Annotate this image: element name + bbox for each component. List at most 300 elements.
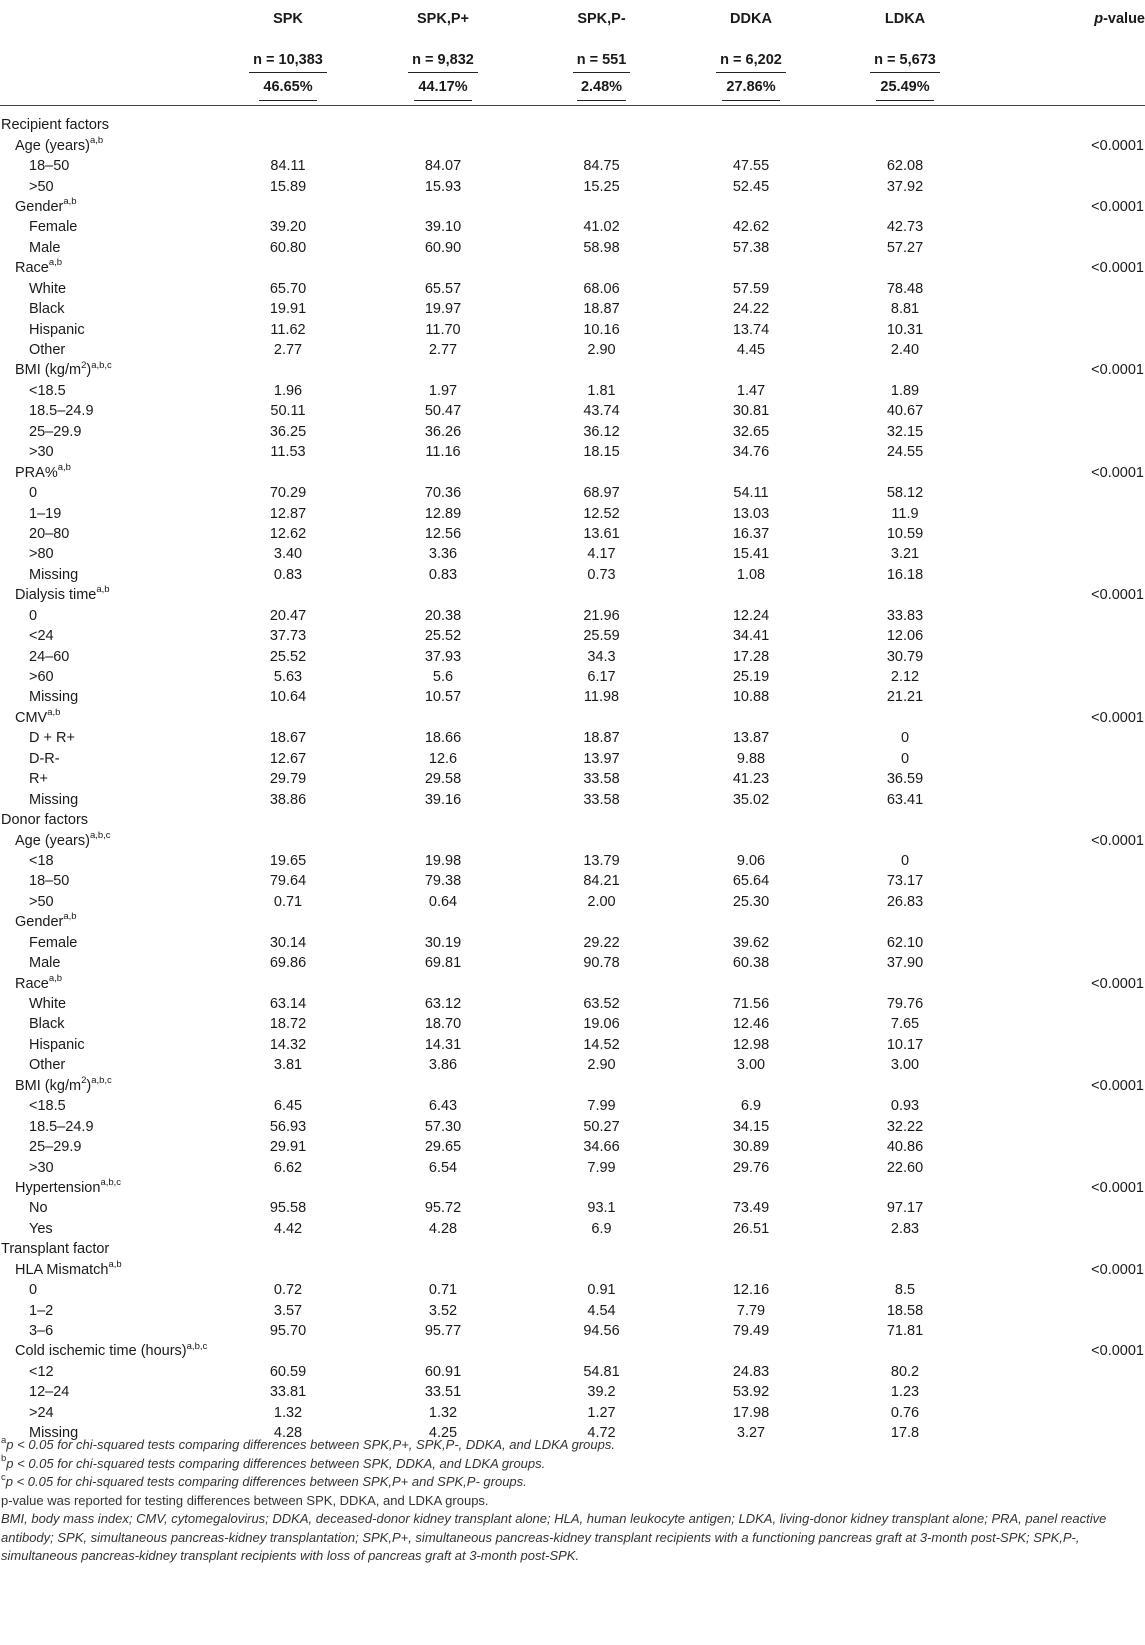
cell-value: 1.32 [428, 1404, 458, 1421]
cell-value: 71.81 [886, 1323, 924, 1340]
cell-value: 1.27 [587, 1404, 616, 1421]
cell-value: 1.96 [273, 382, 303, 399]
cell-value: 0.72 [273, 1282, 303, 1299]
table-row [0, 422, 1145, 442]
cell-value: 95.58 [269, 1200, 307, 1217]
cell-value: 0 [900, 750, 910, 767]
p-value [983, 1239, 1145, 1259]
pct-ldka: 25.49% [876, 79, 933, 101]
cell-value: 1.23 [890, 1384, 920, 1401]
cell-value: 18.15 [583, 444, 620, 461]
cell-value: 17.8 [890, 1425, 920, 1442]
cell-value: 15.41 [732, 546, 770, 563]
cell-value [358, 360, 528, 380]
row-label: Age (years)$^{a,b,c}$ [15, 829, 111, 849]
cell-value [218, 912, 358, 932]
cell-value: 33.58 [583, 771, 620, 788]
cell-value: 0.93 [890, 1098, 920, 1115]
cell-value: 40.67 [886, 403, 924, 420]
pct-spk-p-minus: 2.48% [577, 79, 626, 101]
cell-value: 4.72 [587, 1425, 616, 1442]
table-row [0, 217, 1145, 237]
p-value: <0.0001 [1091, 198, 1144, 215]
cell-value [218, 115, 358, 135]
col-header-ldka: LDKA [884, 11, 926, 27]
cell-value: 0.83 [428, 566, 458, 583]
cell-value: 52.45 [732, 178, 770, 195]
table-row [0, 156, 1145, 176]
p-value [983, 299, 1145, 319]
cell-value: 50.27 [583, 1118, 620, 1135]
cell-value: 37.92 [886, 178, 924, 195]
cell-value: 56.93 [269, 1118, 307, 1135]
cell-value: 18.67 [269, 730, 307, 747]
row-label: <24 [29, 628, 54, 645]
cell-value [358, 1260, 528, 1280]
p-value [983, 933, 1145, 953]
table-row [0, 1362, 1145, 1382]
cell-value [675, 585, 827, 605]
cell-value [827, 115, 983, 135]
row-label: D-R- [29, 750, 60, 767]
table-row [0, 442, 1145, 462]
n-ldka: n = 5,673 [870, 52, 940, 73]
cell-value: 2.40 [890, 342, 920, 359]
cell-value: 4.54 [587, 1302, 616, 1319]
row-label: Female [29, 934, 78, 951]
cell-value: 0.83 [273, 566, 303, 583]
cell-value: 29.22 [583, 934, 620, 951]
p-value [983, 401, 1145, 421]
p-value [983, 1035, 1145, 1055]
table-row [0, 646, 1145, 666]
cell-value: 25.30 [732, 893, 770, 910]
cell-value: 34.66 [583, 1139, 620, 1156]
cell-value: 62.10 [886, 934, 924, 951]
cell-value: 2.12 [890, 669, 920, 686]
cell-value [675, 1260, 827, 1280]
table-row [0, 1096, 1145, 1116]
cell-value [675, 1178, 827, 1198]
table-row [0, 238, 1145, 258]
row-label: Age (years)$^{a,b}$ [15, 134, 104, 154]
row-label: BMI $(kg/m^2)^{a,b,c}$ [15, 1074, 112, 1094]
p-value [983, 319, 1145, 339]
cell-value [675, 830, 827, 850]
cell-value: 33.83 [886, 607, 924, 624]
p-value: <0.0001 [1091, 1261, 1144, 1278]
cell-value [358, 810, 528, 830]
cell-value: 6.62 [273, 1159, 303, 1176]
cell-value: 9.06 [736, 852, 766, 869]
footnote-marker: a,b [48, 257, 63, 269]
row-label: 1–19 [29, 505, 62, 522]
cell-value: 7.79 [736, 1302, 766, 1319]
p-value: <0.0001 [1091, 832, 1144, 849]
row-label: 3–6 [29, 1323, 54, 1340]
table-body [0, 106, 1145, 1444]
cell-value [528, 462, 675, 482]
p-value [983, 156, 1145, 176]
cell-value: 12.46 [732, 1016, 770, 1033]
cell-value: 70.29 [269, 485, 307, 502]
cell-value: 22.60 [886, 1159, 924, 1176]
cell-value: 3.40 [273, 546, 303, 563]
cell-value: 2.00 [587, 893, 616, 910]
cell-value: 54.11 [733, 485, 769, 502]
row-label: 0 [29, 1282, 38, 1299]
cell-value: 6.45 [273, 1098, 303, 1115]
cell-value: 7.99 [587, 1159, 616, 1176]
p-value [983, 422, 1145, 442]
cell-value: 12.56 [424, 525, 462, 542]
cell-value: 69.86 [269, 955, 307, 972]
table-row [0, 1300, 1145, 1320]
cell-value [358, 135, 528, 155]
cell-value: 15.93 [424, 178, 462, 195]
cell-value: 18.87 [583, 730, 620, 747]
row-label: 24–60 [29, 648, 70, 665]
cell-value: 3.81 [273, 1057, 303, 1074]
p-value: <0.0001 [1091, 1077, 1144, 1094]
cell-value [528, 708, 675, 728]
table-row [0, 626, 1145, 646]
cell-value [218, 1076, 358, 1096]
cell-value: 0.71 [428, 1282, 458, 1299]
cell-value: 14.32 [269, 1036, 307, 1053]
cell-value: 25.52 [269, 648, 307, 665]
p-value [983, 381, 1145, 401]
cell-value [358, 258, 528, 278]
footnote-pvalue: p-value was reported for testing differences between SPK, DDKA, and LDKA groups. [1, 1492, 489, 1508]
cell-value [358, 1239, 528, 1259]
cell-value [675, 258, 827, 278]
table-row [0, 279, 1145, 299]
cell-value: 97.17 [886, 1200, 924, 1217]
variable-row [0, 360, 1145, 380]
cell-value: 6.9 [740, 1098, 762, 1115]
row-label: CMV$^{a,b}$ [15, 707, 61, 726]
row-label: Donor factors [1, 812, 89, 829]
cell-value: 36.59 [886, 771, 924, 788]
cell-value [675, 708, 827, 728]
cell-value: 3.86 [428, 1057, 458, 1074]
p-value [983, 217, 1145, 237]
variable-row [0, 912, 1145, 932]
cell-value: 35.02 [732, 791, 770, 808]
cell-value: 12.87 [269, 505, 307, 522]
cell-value: 29.91 [269, 1139, 307, 1156]
table-row [0, 1219, 1145, 1239]
table-row [0, 687, 1145, 707]
p-value [983, 1014, 1145, 1034]
cell-value: 53.92 [732, 1384, 770, 1401]
cell-value: 24.22 [732, 301, 770, 318]
cell-value: 1.08 [736, 566, 766, 583]
cell-value: 84.75 [583, 158, 620, 175]
cell-value: 60.59 [269, 1363, 307, 1380]
cell-value: 14.31 [424, 1036, 462, 1053]
cell-value [358, 973, 528, 993]
row-label: White [29, 280, 67, 297]
cell-value: 62.08 [886, 158, 924, 175]
n-spk-p-minus: n = 551 [573, 52, 631, 73]
row-label: White [29, 996, 67, 1013]
table-row [0, 381, 1145, 401]
cell-value: 0 [900, 730, 910, 747]
cell-value: 0.91 [587, 1282, 616, 1299]
footnote-marker: a,b,c [186, 1340, 208, 1352]
cell-value: 3.27 [736, 1425, 766, 1442]
row-label: <18.5 [29, 382, 66, 399]
cell-value: 63.12 [424, 996, 462, 1013]
cell-value: 58.12 [886, 485, 924, 502]
cell-value: 0.73 [587, 566, 616, 583]
cell-value: 41.02 [583, 219, 620, 236]
variable-row [0, 1341, 1145, 1361]
cell-value [218, 830, 358, 850]
cell-value: 24.83 [732, 1363, 770, 1380]
section-row [0, 115, 1145, 135]
row-label: Race$^{a,b}$ [15, 257, 63, 277]
footnote-marker: a,b,c [100, 1177, 122, 1189]
col-header-spk-p-minus: SPK,P- [577, 11, 626, 27]
variable-row [0, 585, 1145, 605]
p-value [983, 1321, 1145, 1341]
p-value [983, 953, 1145, 973]
cell-value: 10.16 [583, 321, 620, 338]
row-label: Gender$^{a,b}$ [15, 196, 77, 215]
cell-value: 36.25 [269, 423, 307, 440]
cell-value: 1.89 [890, 382, 920, 399]
cell-value [528, 115, 675, 135]
row-label: Hispanic [29, 321, 85, 338]
p-value [983, 1382, 1145, 1402]
table-row [0, 769, 1145, 789]
footnote-b: $^b$p < 0.05 for chi-squared tests comparing differences between SPK, DDKA, and LDKA groups. [1, 1453, 546, 1471]
p-value: <0.0001 [1091, 975, 1144, 992]
cell-value: 25.19 [732, 669, 770, 686]
row-label: 25–29.9 [29, 1139, 82, 1156]
p-value: <0.0001 [1091, 587, 1144, 604]
cell-value: 12.67 [269, 750, 307, 767]
cell-value: 29.65 [424, 1139, 462, 1156]
p-value [983, 646, 1145, 666]
footnote-c: $^c$p < 0.05 for chi-squared tests comparing differences between SPK,P+ and SPK,P- groups. [1, 1471, 527, 1489]
footnote-a: $^a$p < 0.05 for chi-squared tests comparing differences between SPK,P+, SPK,P-, DDKA, and LDKA groups. [1, 1434, 615, 1452]
row-label: Cold ischemic time (hours)$^{a,b,c}$ [15, 1340, 208, 1360]
row-label: >50 [29, 893, 54, 910]
cell-value: 94.56 [583, 1323, 620, 1340]
cell-value [218, 1341, 358, 1361]
row-label: Other [29, 1057, 66, 1074]
cell-value: 11.9 [891, 505, 919, 522]
cell-value: 95.77 [424, 1323, 462, 1340]
cell-value: 21.96 [583, 607, 620, 624]
row-label: 0 [29, 485, 38, 502]
row-label: Yes [29, 1220, 53, 1237]
row-label: >24 [29, 1404, 54, 1421]
table-row [0, 667, 1145, 687]
cell-value [358, 912, 528, 932]
cell-value [358, 708, 528, 728]
footnote-marker: a,b [48, 972, 63, 984]
cell-value: 12.6 [428, 750, 458, 767]
cell-value: 11.16 [425, 444, 461, 461]
cell-value: 4.28 [273, 1425, 303, 1442]
cell-value: 5.63 [273, 669, 303, 686]
section-row [0, 1239, 1145, 1259]
cell-value: 39.16 [424, 791, 462, 808]
table-row [0, 1280, 1145, 1300]
footnote-abbreviations: BMI, body mass index; CMV, cytomegalovirus; DDKA, deceased-donor kidney transplant alone; HLA, human leukocyte antigen; LDKA, living-donor kidney transplant alone; PRA, panel reactive antibody; SPK, simultaneous pancreas-kidney transplantation; SPK,P+, simultaneous pancreas-kidney transplant recipients with a functioning pancreas graft at 3-month post-SPK; SPK,P-, simultaneous pancreas-kidney transplant recipients with loss of pancreas graft at 3-month post-SPK. [1, 1511, 1107, 1563]
p-value: <0.0001 [1091, 709, 1144, 726]
table-row [0, 299, 1145, 319]
row-label: Other [29, 342, 66, 359]
cell-value [528, 1260, 675, 1280]
cell-value: 73.49 [732, 1200, 770, 1217]
cell-value: 21.21 [886, 689, 924, 706]
cell-value: 84.07 [424, 158, 462, 175]
row-label: 20–80 [29, 525, 70, 542]
p-value [983, 524, 1145, 544]
cell-value: 50.11 [270, 403, 306, 420]
cell-value: 13.97 [583, 750, 620, 767]
p-value [983, 503, 1145, 523]
cell-value [827, 585, 983, 605]
p-value [983, 871, 1145, 891]
table-row [0, 340, 1145, 360]
cell-value: 68.97 [583, 485, 620, 502]
cell-value [528, 135, 675, 155]
n-spk-p-plus: n = 9,832 [408, 52, 478, 73]
variable-row [0, 258, 1145, 278]
cell-value: 4.17 [587, 546, 616, 563]
table-row [0, 606, 1145, 626]
p-value [983, 769, 1145, 789]
footnote-marker: a,b [47, 707, 61, 719]
p-value [983, 1362, 1145, 1382]
cell-value [827, 1178, 983, 1198]
p-value: <0.0001 [1091, 464, 1144, 481]
cell-value [675, 1341, 827, 1361]
cell-value: 12.62 [269, 525, 307, 542]
cell-value: 37.73 [269, 628, 307, 645]
cell-value: 13.87 [732, 730, 770, 747]
cell-value: 34.15 [732, 1118, 770, 1135]
footnote-marker: a,b [96, 584, 110, 596]
row-label: D + R+ [29, 730, 75, 747]
cell-value [827, 708, 983, 728]
table-row [0, 728, 1145, 748]
pct-spk-p-plus: 44.17% [414, 79, 471, 101]
p-value [983, 1116, 1145, 1136]
row-label: HLA Mismatch$^{a,b}$ [15, 1258, 122, 1278]
row-label: No [29, 1200, 48, 1217]
cell-value: 26.51 [732, 1220, 770, 1237]
cell-value [827, 810, 983, 830]
p-value [983, 749, 1145, 769]
row-label: Transplant factor [1, 1241, 110, 1258]
cell-value: 79.64 [269, 873, 307, 890]
cell-value: 6.43 [428, 1098, 458, 1115]
cell-value [218, 1260, 358, 1280]
cell-value [218, 360, 358, 380]
variable-row [0, 1178, 1145, 1198]
cell-value: 47.55 [732, 158, 770, 175]
col-header-spk: SPK [273, 11, 303, 27]
cell-value: 71.56 [732, 996, 770, 1013]
row-label: <18 [29, 852, 54, 869]
cell-value: 6.17 [587, 669, 616, 686]
p-value [983, 667, 1145, 687]
table-row [0, 401, 1145, 421]
cell-value: 1.32 [273, 1404, 303, 1421]
row-label: Hispanic [29, 1036, 85, 1053]
table-row [0, 789, 1145, 809]
cell-value: 54.81 [583, 1363, 620, 1380]
table-row [0, 565, 1145, 585]
cell-value: 1.81 [587, 382, 616, 399]
cell-value [528, 1239, 675, 1259]
cell-value: 65.57 [424, 280, 462, 297]
cell-value: 17.98 [732, 1404, 770, 1421]
cell-value: 11.70 [425, 321, 461, 338]
cell-value: 95.72 [424, 1200, 462, 1217]
cell-value: 25.52 [424, 628, 462, 645]
cell-value: 18.70 [424, 1016, 462, 1033]
cell-value: 8.5 [894, 1282, 916, 1299]
cell-value: 13.74 [732, 321, 770, 338]
header-row-pct [0, 75, 1145, 106]
cell-value: 15.89 [269, 178, 307, 195]
cell-value: 39.10 [424, 219, 462, 236]
p-value [983, 1300, 1145, 1320]
row-label: >30 [29, 1159, 54, 1176]
p-value [983, 544, 1145, 564]
cell-value [358, 115, 528, 135]
cell-value [827, 1341, 983, 1361]
cell-value: 13.61 [583, 525, 620, 542]
row-label: Hypertension$^{a,b,c}$ [15, 1177, 122, 1196]
cell-value: 37.93 [424, 648, 462, 665]
cell-value: 19.97 [424, 301, 462, 318]
table-row [0, 319, 1145, 339]
cell-value: 10.31 [886, 321, 924, 338]
cell-value: 0.71 [273, 893, 303, 910]
header-row-n [0, 49, 1145, 75]
cell-value: 57.27 [886, 239, 924, 256]
p-value [983, 483, 1145, 503]
cell-value: 70.36 [424, 485, 462, 502]
p-value [983, 1198, 1145, 1218]
row-label: >60 [29, 669, 54, 686]
cell-value: 78.48 [886, 280, 924, 297]
p-value [983, 238, 1145, 258]
cell-value: 8.81 [890, 301, 920, 318]
table-row [0, 1403, 1145, 1423]
cell-value: 9.88 [736, 750, 766, 767]
table-row [0, 871, 1145, 891]
cell-value: 10.17 [886, 1036, 924, 1053]
cell-value [675, 973, 827, 993]
cell-value [528, 830, 675, 850]
p-value [983, 892, 1145, 912]
table-row [0, 1157, 1145, 1177]
cell-value: 4.28 [428, 1220, 458, 1237]
p-value [983, 789, 1145, 809]
cell-value: 90.78 [583, 955, 620, 972]
